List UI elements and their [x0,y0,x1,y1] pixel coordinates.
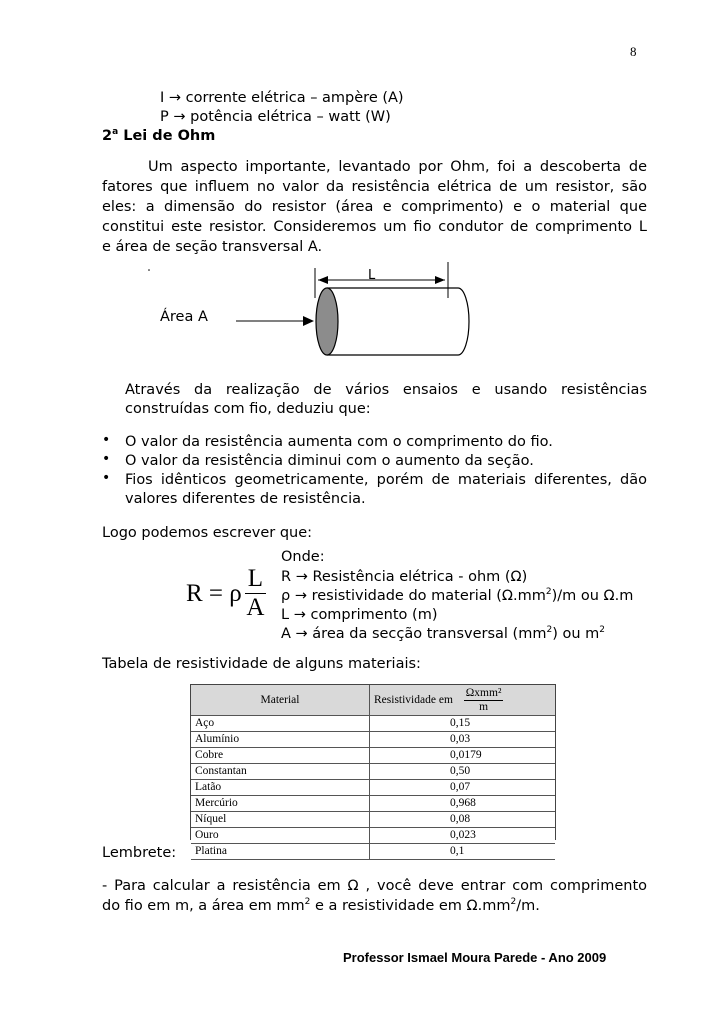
table-row [191,828,555,844]
where-item-l: L → comprimento (m) [281,607,438,623]
resistivity-cell: 0,50 [370,764,556,780]
where-item-r: R → Resistência elétrica - ohm (Ω) [281,569,528,585]
conclusion-line-2: construídas com fio, deduziu que: [125,401,371,417]
resistivity-cell: 0,03 [370,732,556,748]
length-label: L [368,268,376,283]
table-row [191,812,555,828]
bullet-marker: • [102,451,111,467]
resistivity-cell: 0,968 [370,796,556,812]
reminder-line-2: do fio em m, a área em $mm^2$ e a resistividade em $\Omega.mm^2/m$. [102,897,540,914]
material-cell: Platina [191,844,370,860]
material-cell: Constantan [191,764,370,780]
conclusion-line-1: Através da realização de vários ensaios e usando resistências [125,382,647,398]
table-title: Tabela de resistividade de alguns materiais: [102,656,421,672]
intro-line-4: constitui este resistor. Consideremos um fio condutor de comprimento L [102,219,647,235]
material-cell: Alumínio [191,732,370,748]
resistivity-cell: 0,0179 [370,748,556,764]
bullet-item-3-line-2: valores diferentes de resistência. [125,491,366,507]
material-cell: Mercúrio [191,796,370,812]
col-header-material: Material [191,685,370,716]
bullet-marker: • [102,470,111,486]
table-row [191,748,555,764]
resistivity-cell: 0,08 [370,812,556,828]
material-cell: Ouro [191,828,370,844]
page-footer: Professor Ismael Moura Parede - Ano 2009 [343,950,607,965]
resistivity-cell: 0,07 [370,780,556,796]
section-heading: 2$^a$ Lei de Ohm [102,127,216,144]
reminder-title: Lembrete: [102,845,177,861]
intro-line-3: eles: a dimensão do resistor (área e comprimento) e o material que [102,199,647,215]
table-row [191,796,555,812]
definition-power: P → potência elétrica – watt (W) [160,109,391,125]
bullet-item-3-line-1: Fios idênticos geometricamente, porém de materiais diferentes, dão [125,472,647,488]
where-item-rho: ρ → resistividade do material $(\Omega.mm^2)/m$ ou Ω.m [281,587,634,604]
where-item-a: A → área da secção transversal $(mm^2)$ ou $m^2$ [281,625,605,642]
resistivity-cell: 0,1 [370,844,556,860]
table-row [191,844,555,860]
table-row [191,716,555,732]
reminder-line-1: - Para calcular a resistência em Ω , você deve entrar com comprimento [102,878,647,894]
bullet-marker: • [102,432,111,448]
material-cell: Aço [191,716,370,732]
formula-intro: Logo podemos escrever que: [102,525,313,541]
table-row [191,780,555,796]
bullet-item-2: O valor da resistência diminui com o aumento da seção. [125,453,534,469]
col-header-resistivity: Resistividade em $\frac{\text{Ωxmm²}}{m}$ [370,685,556,716]
table-row [191,732,555,748]
intro-line-2: fatores que influem no valor da resistência elétrica de um resistor, são [102,179,647,195]
where-title: Onde: [281,549,325,565]
material-cell: Cobre [191,748,370,764]
ohm-second-law-formula: R = ρ L A [186,565,265,621]
intro-line-1: Um aspecto importante, levantado por Ohm, foi a descoberta de [148,159,647,175]
area-label: Área A [160,309,208,325]
table-row [191,764,555,780]
resistivity-cell: 0,023 [370,828,556,844]
material-cell: Níquel [191,812,370,828]
page-number: 8 [630,44,637,59]
definition-current: I → corrente elétrica – ampère (A) [160,90,404,106]
material-cell: Latão [191,780,370,796]
bullet-item-1: O valor da resistência aumenta com o comprimento do fio. [125,434,553,450]
resistivity-table [190,684,556,857]
intro-line-5: e área de seção transversal A. [102,239,323,255]
resistivity-cell: 0,15 [370,716,556,732]
